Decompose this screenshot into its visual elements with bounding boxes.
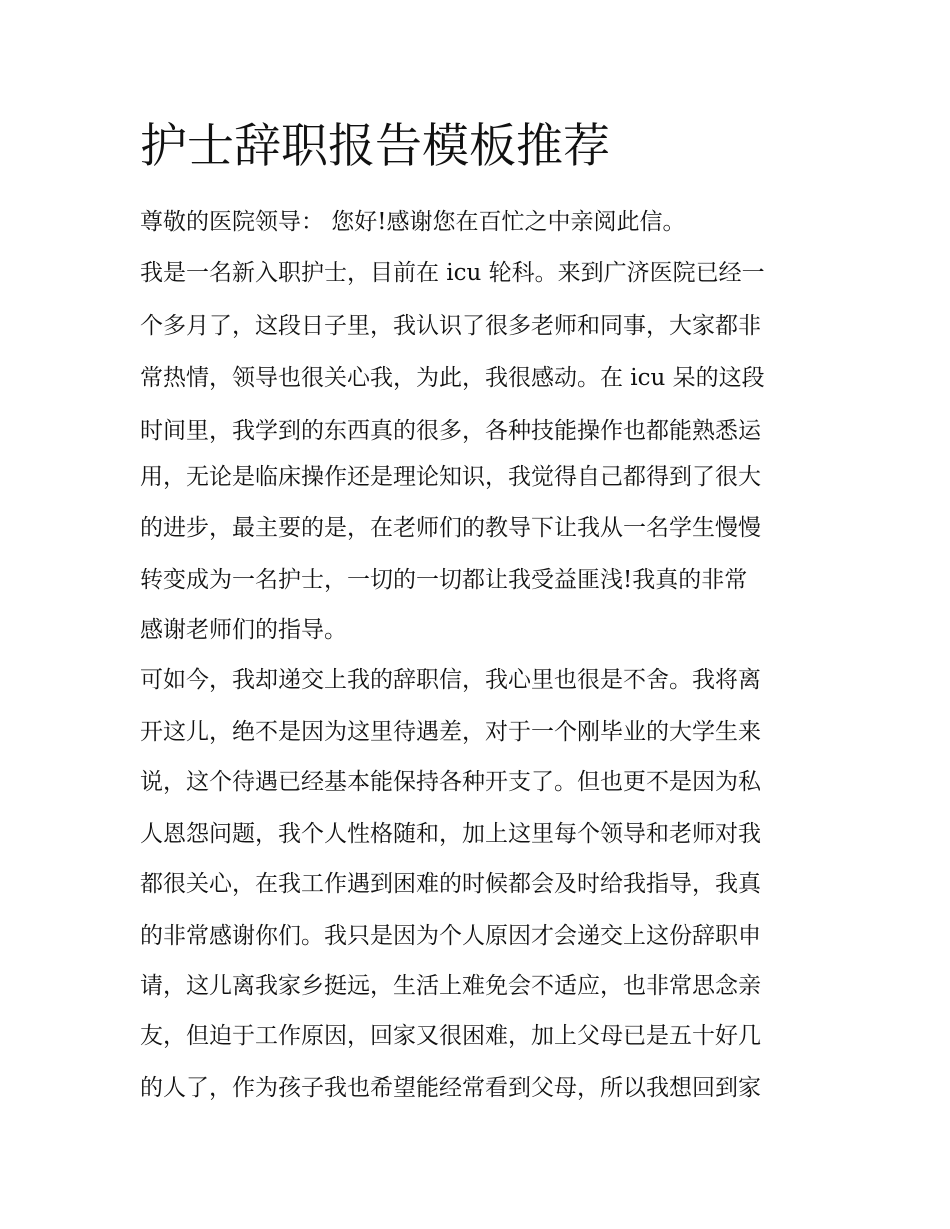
body-line: 的人了，作为孩子我也希望能经常看到父母，所以我想回到家 (140, 1075, 761, 1101)
greeting-line: 尊敬的医院领导： 您好!感谢您在百忙之中亲阅此信。 (140, 209, 686, 235)
body-line: 我是一名新入职护士，目前在 icu 轮科。来到广济医院已经一 (140, 260, 765, 286)
body-line: 时间里，我学到的东西真的很多，各种技能操作也都能熟悉运 (140, 418, 761, 444)
body-line: 常热情，领导也很关心我，为此，我很感动。在 icu 呆的这段 (140, 365, 765, 391)
body-line: 的进步，最主要的是，在老师们的教导下让我从一名学生慢慢 (140, 515, 761, 541)
body-line: 人恩怨问题，我个人性格随和，加上这里每个领导和老师对我 (140, 821, 761, 847)
body-line: 用，无论是临床操作还是理论知识，我觉得自己都得到了很大 (140, 464, 761, 490)
document-title: 护士辞职报告模板推荐 (140, 119, 610, 174)
body-line: 转变成为一名护士，一切的一切都让我受益匪浅!我真的非常 (140, 567, 748, 593)
body-line: 的非常感谢你们。我只是因为个人原因才会递交上这份辞职申 (140, 923, 761, 949)
body-line: 友，但迫于工作原因，回家又很困难，加上父母已是五十好几 (140, 1023, 761, 1049)
body-line: 说，这个待遇已经基本能保持各种开支了。但也更不是因为私 (140, 769, 761, 795)
body-line: 开这儿，绝不是因为这里待遇差，对于一个刚毕业的大学生来 (140, 719, 761, 745)
body-line: 请，这儿离我家乡挺远，生活上难免会不适应，也非常思念亲 (140, 973, 761, 999)
body-line: 都很关心，在我工作遇到困难的时候都会及时给我指导，我真 (140, 871, 761, 897)
body-line: 个多月了，这段日子里，我认识了很多老师和同事，大家都非 (140, 313, 761, 339)
body-line: 可如今，我却递交上我的辞职信，我心里也很是不舍。我将离 (140, 667, 761, 693)
body-line: 感谢老师们的指导。 (140, 617, 347, 643)
